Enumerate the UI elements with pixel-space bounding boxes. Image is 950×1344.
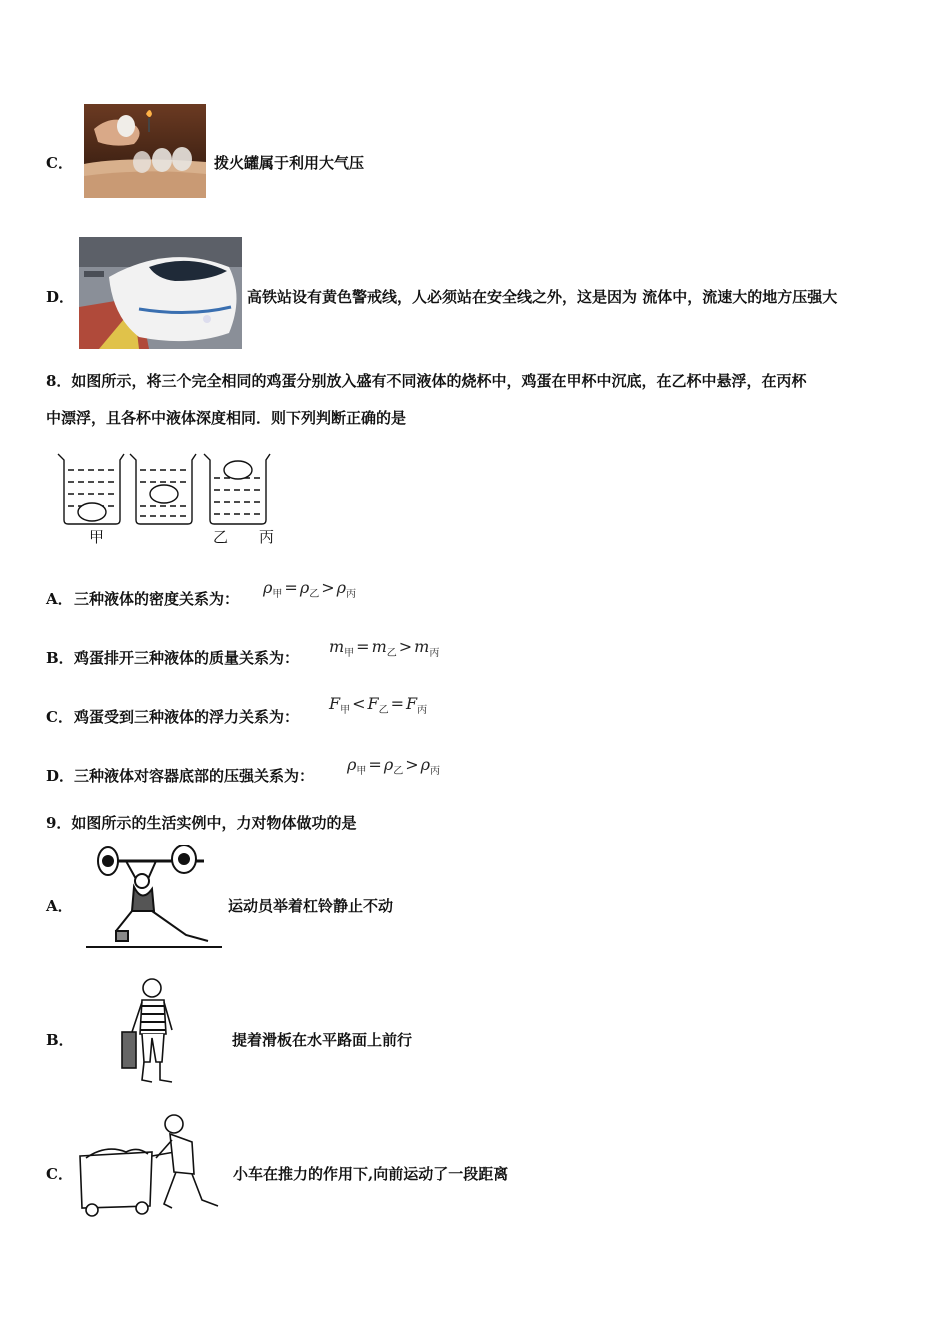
formula-symbol: F (406, 694, 418, 713)
formula-operator: = (390, 694, 405, 713)
formula-subscript: 甲 (344, 648, 355, 660)
q8-option-a-formula (263, 578, 356, 600)
formula-symbol: F (367, 694, 379, 713)
formula-symbol: ρ (383, 755, 394, 774)
formula-subscript: 甲 (272, 589, 283, 601)
high-speed-train-photo (79, 237, 242, 349)
beakers-figure (52, 448, 282, 548)
beaker-label-bing: 丙 (259, 528, 275, 546)
q8-option-d-formula (347, 755, 440, 777)
formula-symbol: ρ (336, 578, 347, 597)
q8-option-a-label: A． (46, 590, 73, 608)
weightlifter-illustration (86, 845, 222, 951)
formula-subscript: 丙 (430, 766, 441, 778)
formula-symbol: ρ (299, 578, 310, 597)
formula-subscript: 丙 (417, 705, 428, 717)
formula-subscript: 乙 (309, 589, 320, 601)
formula-symbol: F (329, 694, 341, 713)
formula-subscript: 丙 (429, 648, 440, 660)
beaker-label-jia: 甲 (89, 528, 105, 546)
boy-with-skateboard-illustration (116, 976, 178, 1088)
option-d-label: D． (46, 288, 75, 306)
formula-operator: > (321, 578, 335, 597)
q8-option-b-formula (329, 637, 439, 659)
formula-symbol: m (329, 637, 345, 656)
q8-option-a-text: 三种液体的密度关系为： (74, 590, 240, 608)
q9-option-c-text: 小车在推力的作用下,向前运动了一段距离 (233, 1165, 509, 1183)
beaker-label-yi: 乙 (213, 528, 229, 546)
q8-option-b-text: 鸡蛋排开三种液体的质量关系为： (74, 649, 300, 667)
formula-subscript: 丙 (346, 589, 357, 601)
egg-sunk (78, 503, 106, 521)
q9-option-b-text: 提着滑板在水平路面上前行 (232, 1031, 413, 1049)
q9-option-a-text: 运动员举着杠铃静止不动 (228, 897, 394, 915)
formula-subscript: 乙 (393, 766, 404, 778)
option-c-label: C． (46, 154, 73, 172)
q8-option-b-label: B． (46, 649, 74, 667)
q9-option-c-label: C． (46, 1165, 73, 1183)
formula-symbol: m (414, 637, 430, 656)
formula-symbol: m (371, 637, 387, 656)
q8-option-c-text: 鸡蛋受到三种液体的浮力关系为： (74, 708, 300, 726)
formula-operator: > (398, 637, 413, 656)
option-d-text: 高铁站设有黄色警戒线，人必须站在安全线之外，这是因为 流体中，流速大的地方压强大 (247, 288, 838, 306)
q9-stem: 9．如图所示的生活实例中，力对物体做功的是 (46, 814, 357, 832)
q8-stem-line2: 中漂浮，且各杯中液体深度相同．则下列判断正确的是 (46, 409, 407, 427)
formula-operator: > (405, 755, 419, 774)
formula-symbol: ρ (263, 578, 273, 597)
formula-symbol: ρ (347, 755, 357, 774)
formula-subscript: 甲 (356, 766, 367, 778)
egg-floating (224, 461, 252, 479)
formula-subscript: 乙 (386, 648, 397, 660)
option-c-text: 拨火罐属于利用大气压 (214, 154, 365, 172)
boy-pushing-cart-illustration (76, 1112, 226, 1218)
formula-subscript: 甲 (340, 705, 351, 717)
formula-symbol: ρ (420, 755, 431, 774)
q8-option-c-formula (329, 694, 427, 716)
q8-option-d-text: 三种液体对容器底部的压强关系为： (74, 767, 315, 785)
formula-subscript: 乙 (378, 705, 389, 717)
q9-option-b-label: B． (46, 1031, 74, 1049)
q8-option-c-label: C． (46, 708, 73, 726)
q8-option-d-label: D． (46, 767, 75, 785)
formula-operator: = (368, 755, 382, 774)
cupping-photo (84, 104, 206, 198)
formula-operator: < (352, 694, 366, 713)
formula-operator: = (284, 578, 298, 597)
formula-operator: = (356, 637, 370, 656)
egg-suspended (150, 485, 178, 503)
q9-option-a-label: A． (46, 897, 73, 915)
q8-stem-line1: 8．如图所示，将三个完全相同的鸡蛋分别放入盛有不同液体的烧杯中，鸡蛋在甲杯中沉底，在乙杯中悬浮，在丙杯 (46, 372, 807, 390)
